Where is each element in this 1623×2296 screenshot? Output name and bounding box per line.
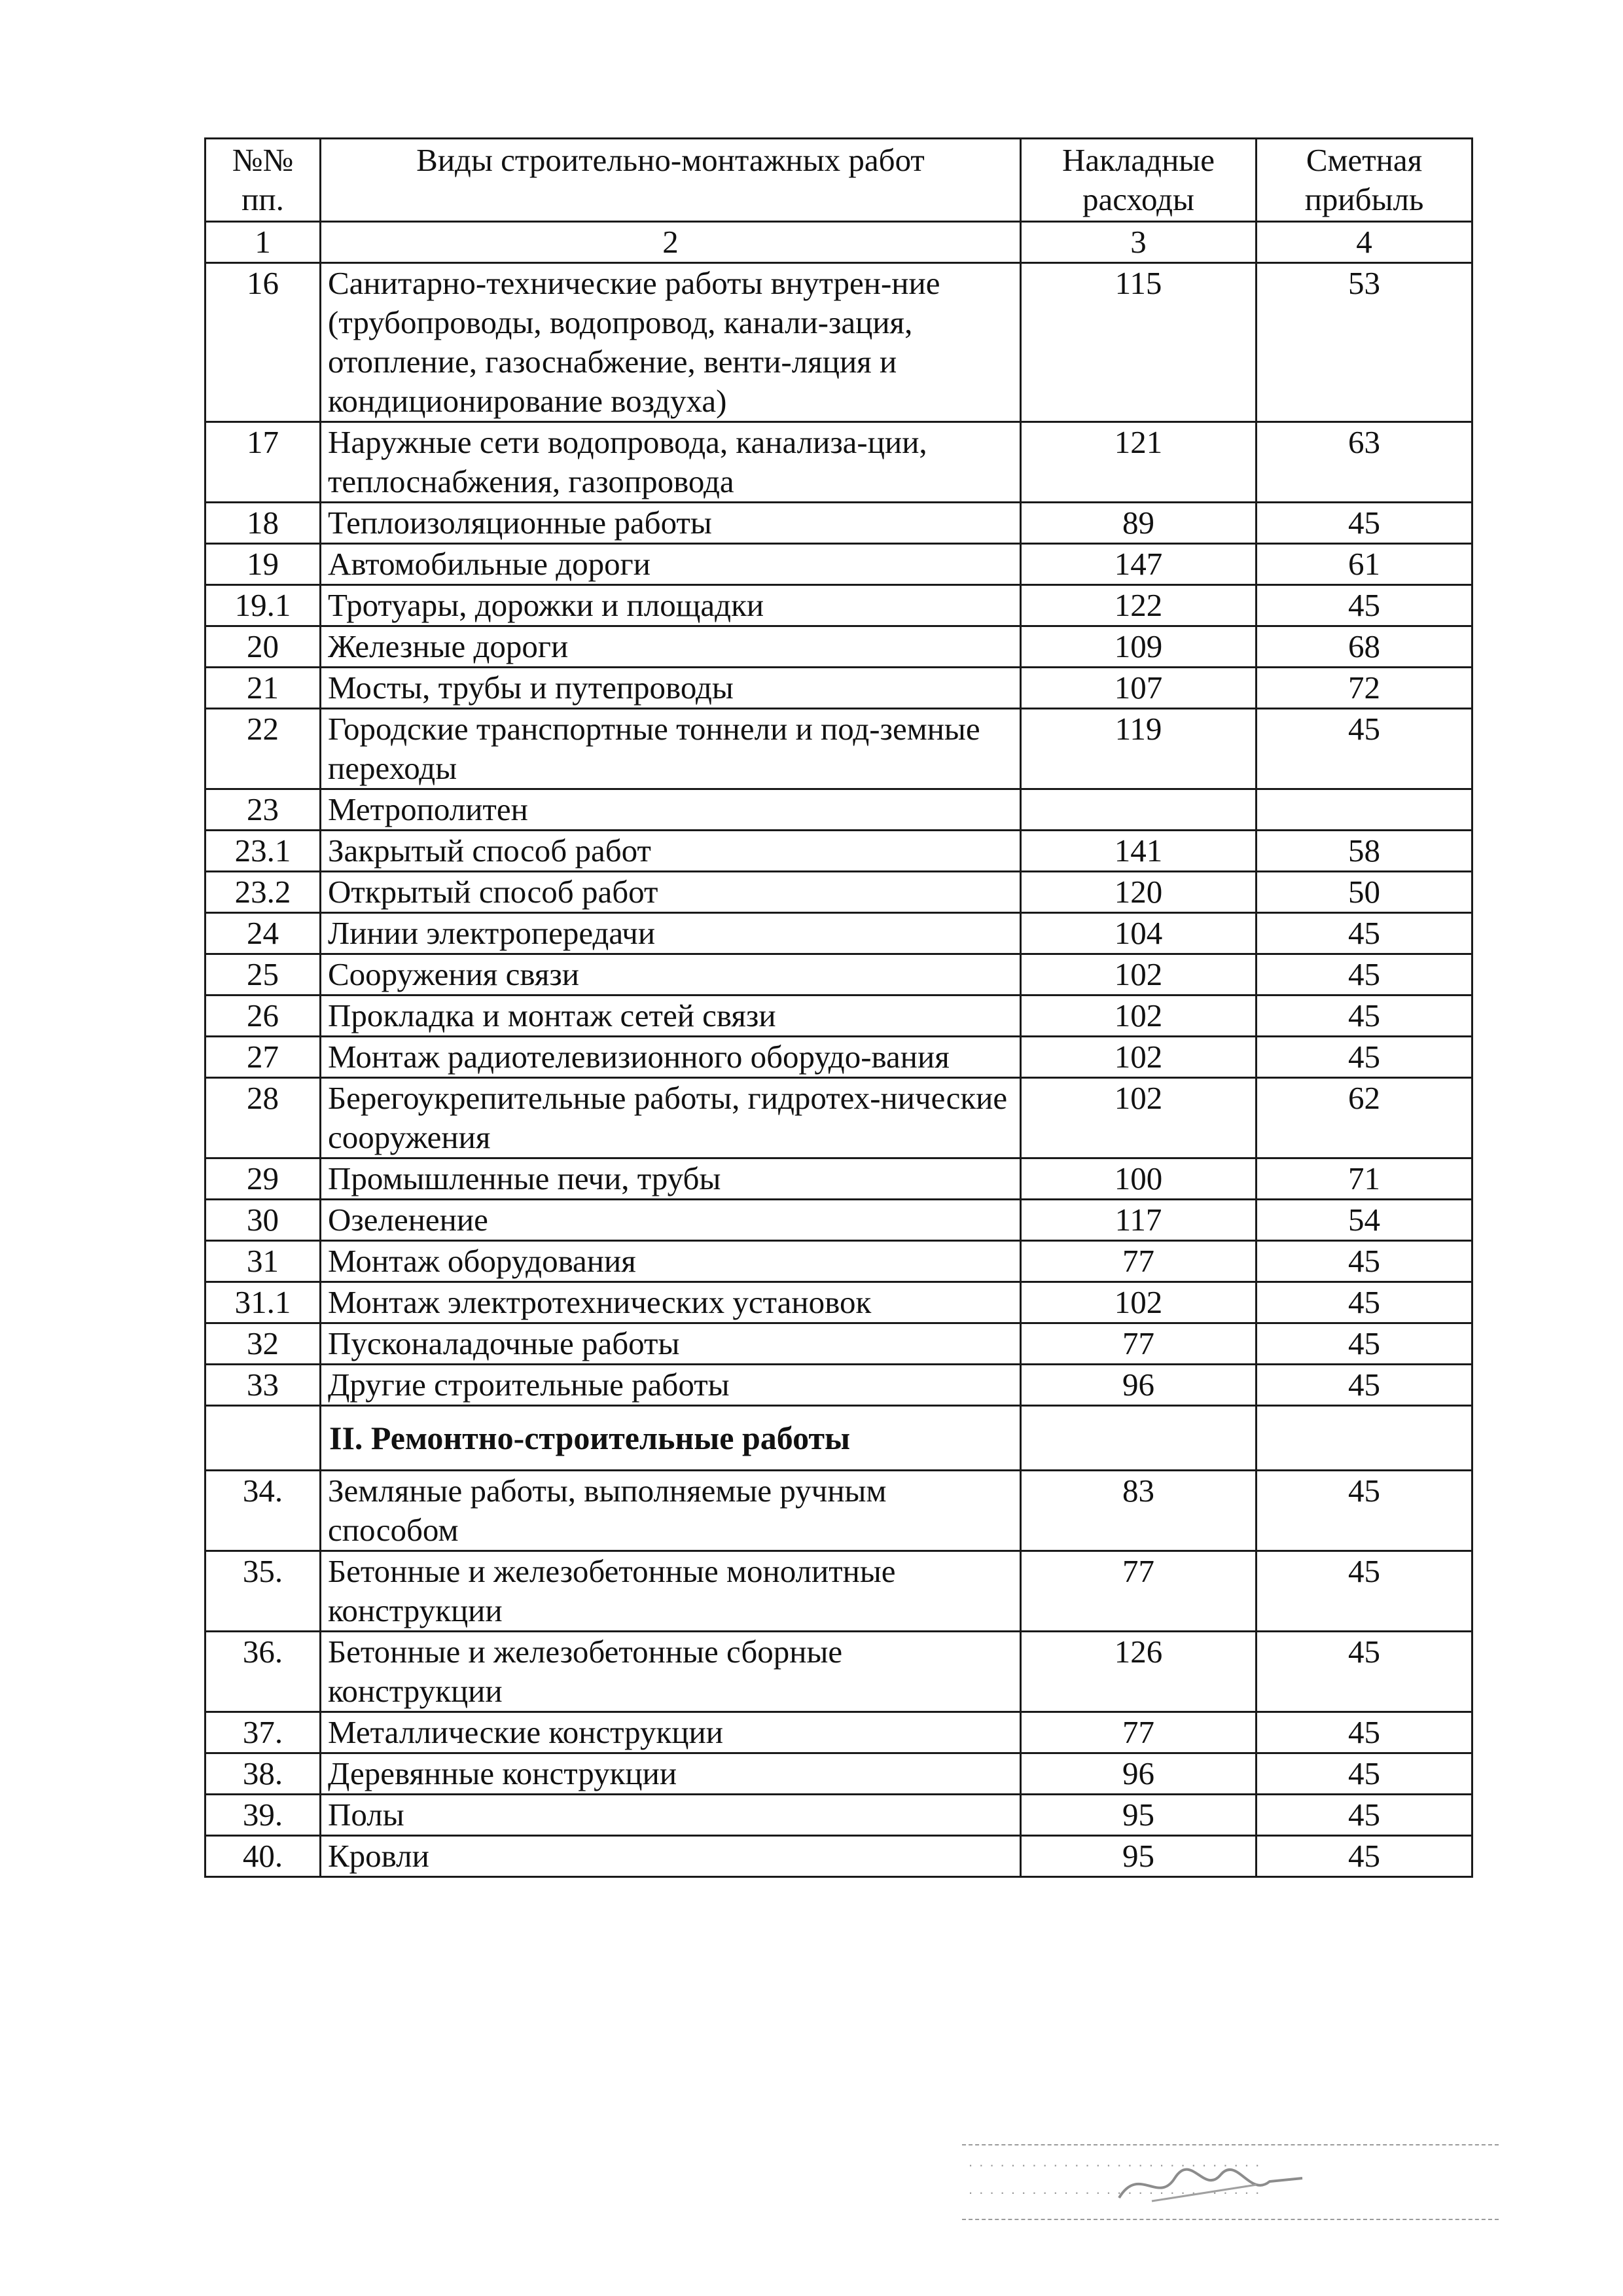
row-number: 32 <box>205 1323 321 1365</box>
row-overhead: 96 <box>1021 1365 1257 1406</box>
row-profit: 45 <box>1257 1282 1472 1323</box>
column-number: 1 <box>205 222 321 263</box>
row-overhead: 102 <box>1021 1282 1257 1323</box>
row-work-type: Монтаж оборудования <box>321 1241 1021 1282</box>
row-work-type: Санитарно-технические работы внутрен-ние (трубопроводы, водопровод, канали-зация, отопление, газоснабжение, венти-ляция и кондиционирование воздуха) <box>321 263 1021 422</box>
table-row <box>205 831 1472 872</box>
row-overhead: 102 <box>1021 954 1257 996</box>
table-row <box>205 585 1472 626</box>
row-overhead: 120 <box>1021 872 1257 913</box>
row-work-type: Сооружения связи <box>321 954 1021 996</box>
row-work-type: Бетонные и железобетонные сборные конструкции <box>321 1632 1021 1712</box>
row-overhead: 119 <box>1021 709 1257 789</box>
row-overhead: 109 <box>1021 626 1257 668</box>
row-number: 24 <box>205 913 321 954</box>
row-work-type: Берегоукрепительные работы, гидротех-нические сооружения <box>321 1078 1021 1158</box>
table-row <box>205 1471 1472 1551</box>
row-work-type: Монтаж радиотелевизионного оборудо-вания <box>321 1037 1021 1078</box>
table-row <box>205 1158 1472 1200</box>
row-number: 26 <box>205 996 321 1037</box>
row-number: 19 <box>205 544 321 585</box>
rows-body <box>205 263 1472 1406</box>
row-work-type: Пусконаладочные работы <box>321 1323 1021 1365</box>
row-number: 23 <box>205 789 321 831</box>
row-profit: 50 <box>1257 872 1472 913</box>
row-work-type: Автомобильные дороги <box>321 544 1021 585</box>
row-work-type: Городские транспортные тоннели и под-земные переходы <box>321 709 1021 789</box>
row-profit: 53 <box>1257 263 1472 422</box>
table-row <box>205 709 1472 789</box>
row-number: 40. <box>205 1836 321 1877</box>
row-number: 31 <box>205 1241 321 1282</box>
section-title-row <box>205 1406 1472 1471</box>
signature-icon <box>1113 2159 1309 2211</box>
column-number: 4 <box>1257 222 1472 263</box>
row-work-type: Деревянные конструкции <box>321 1753 1021 1795</box>
header-profit: Сметная прибыль <box>1257 139 1472 222</box>
row-profit: 45 <box>1257 996 1472 1037</box>
row-number: 39. <box>205 1795 321 1836</box>
table-row <box>205 789 1472 831</box>
row-number: 22 <box>205 709 321 789</box>
row-profit: 45 <box>1257 913 1472 954</box>
row-overhead: 102 <box>1021 1078 1257 1158</box>
row-work-type: Тротуары, дорожки и площадки <box>321 585 1021 626</box>
row-profit: 45 <box>1257 1712 1472 1753</box>
row-profit: 45 <box>1257 1551 1472 1632</box>
row-number: 30 <box>205 1200 321 1241</box>
row-profit: 45 <box>1257 1365 1472 1406</box>
row-number: 23.1 <box>205 831 321 872</box>
table-row <box>205 544 1472 585</box>
row-number: 36. <box>205 1632 321 1712</box>
table-row <box>205 263 1472 422</box>
row-overhead: 141 <box>1021 831 1257 872</box>
row-number: 33 <box>205 1365 321 1406</box>
table-row <box>205 1795 1472 1836</box>
row-work-type: Другие строительные работы <box>321 1365 1021 1406</box>
table-row <box>205 1551 1472 1632</box>
row-profit: 45 <box>1257 1241 1472 1282</box>
row-overhead: 77 <box>1021 1551 1257 1632</box>
row-profit: 45 <box>1257 1753 1472 1795</box>
row-number: 17 <box>205 422 321 503</box>
table-row <box>205 1712 1472 1753</box>
row-work-type: Монтаж электротехнических установок <box>321 1282 1021 1323</box>
row-number: 20 <box>205 626 321 668</box>
row-profit: 45 <box>1257 1037 1472 1078</box>
table-row <box>205 996 1472 1037</box>
section-heading <box>205 1406 1472 1471</box>
table-row <box>205 913 1472 954</box>
row-overhead: 147 <box>1021 544 1257 585</box>
row-profit: 45 <box>1257 709 1472 789</box>
row-number: 35. <box>205 1551 321 1632</box>
row-number: 31.1 <box>205 1282 321 1323</box>
table-row <box>205 668 1472 709</box>
row-number: 16 <box>205 263 321 422</box>
header-num: №№ пп. <box>205 139 321 222</box>
row-profit: 45 <box>1257 954 1472 996</box>
row-number: 37. <box>205 1712 321 1753</box>
row-work-type: Бетонные и железобетонные монолитные конструкции <box>321 1551 1021 1632</box>
row-overhead: 95 <box>1021 1795 1257 1836</box>
section-rows-body <box>205 1471 1472 1877</box>
row-overhead: 104 <box>1021 913 1257 954</box>
row-work-type: Промышленные печи, трубы <box>321 1158 1021 1200</box>
table-row <box>205 1836 1472 1877</box>
row-overhead: 77 <box>1021 1712 1257 1753</box>
row-profit: 72 <box>1257 668 1472 709</box>
row-number: 21 <box>205 668 321 709</box>
table-row <box>205 626 1472 668</box>
row-work-type: Мосты, трубы и путепроводы <box>321 668 1021 709</box>
row-work-type: Теплоизоляционные работы <box>321 503 1021 544</box>
table-row <box>205 1037 1472 1078</box>
row-overhead: 77 <box>1021 1323 1257 1365</box>
row-profit: 45 <box>1257 503 1472 544</box>
row-number: 27 <box>205 1037 321 1078</box>
row-overhead: 122 <box>1021 585 1257 626</box>
row-work-type: Кровли <box>321 1836 1021 1877</box>
row-profit <box>1257 789 1472 831</box>
table-row <box>205 422 1472 503</box>
column-number-row <box>205 222 1472 263</box>
row-number: 18 <box>205 503 321 544</box>
table-row <box>205 1753 1472 1795</box>
row-overhead: 89 <box>1021 503 1257 544</box>
row-profit: 71 <box>1257 1158 1472 1200</box>
row-number: 34. <box>205 1471 321 1551</box>
row-profit: 61 <box>1257 544 1472 585</box>
row-work-type: Прокладка и монтаж сетей связи <box>321 996 1021 1037</box>
table-row <box>205 1323 1472 1365</box>
row-work-type: Полы <box>321 1795 1021 1836</box>
row-profit: 45 <box>1257 1323 1472 1365</box>
row-work-type: Метрополитен <box>321 789 1021 831</box>
header-work-type: Виды строительно-монтажных работ <box>321 139 1021 222</box>
header-row <box>205 139 1472 222</box>
row-profit: 45 <box>1257 585 1472 626</box>
row-work-type: Линии электропередачи <box>321 913 1021 954</box>
row-number: 23.2 <box>205 872 321 913</box>
row-overhead: 95 <box>1021 1836 1257 1877</box>
row-overhead: 107 <box>1021 668 1257 709</box>
row-profit: 68 <box>1257 626 1472 668</box>
row-profit: 54 <box>1257 1200 1472 1241</box>
row-profit: 45 <box>1257 1836 1472 1877</box>
row-overhead: 77 <box>1021 1241 1257 1282</box>
row-work-type: Закрытый способ работ <box>321 831 1021 872</box>
row-overhead: 115 <box>1021 263 1257 422</box>
row-number: 25 <box>205 954 321 996</box>
row-profit: 45 <box>1257 1632 1472 1712</box>
table-row <box>205 1632 1472 1712</box>
row-overhead: 102 <box>1021 996 1257 1037</box>
row-overhead <box>1021 789 1257 831</box>
row-profit: 63 <box>1257 422 1472 503</box>
column-number: 3 <box>1021 222 1257 263</box>
row-profit: 45 <box>1257 1795 1472 1836</box>
row-work-type: Наружные сети водопровода, канализа-ции, теплоснабжения, газопровода <box>321 422 1021 503</box>
rates-table <box>204 137 1473 1878</box>
row-profit: 45 <box>1257 1471 1472 1551</box>
row-number: 19.1 <box>205 585 321 626</box>
section-title: II. Ремонтно-строительные работы <box>321 1406 1021 1471</box>
row-overhead: 100 <box>1021 1158 1257 1200</box>
table-row <box>205 1282 1472 1323</box>
row-number: 38. <box>205 1753 321 1795</box>
table-row <box>205 1241 1472 1282</box>
table-row <box>205 503 1472 544</box>
table-row <box>205 954 1472 996</box>
row-work-type: Железные дороги <box>321 626 1021 668</box>
approval-stamp: . . . . . . . . . . . . . . . . . . . . . . . . . . . . . . . . . . . . . . . . . . . . . . . . . . . . . . . . <box>962 2140 1499 2238</box>
row-number: 29 <box>205 1158 321 1200</box>
row-overhead: 102 <box>1021 1037 1257 1078</box>
row-work-type: Озеленение <box>321 1200 1021 1241</box>
row-profit: 58 <box>1257 831 1472 872</box>
row-work-type: Металлические конструкции <box>321 1712 1021 1753</box>
table-row <box>205 1365 1472 1406</box>
row-number: 28 <box>205 1078 321 1158</box>
table-row <box>205 1078 1472 1158</box>
table-row <box>205 1200 1472 1241</box>
row-profit: 62 <box>1257 1078 1472 1158</box>
row-overhead: 83 <box>1021 1471 1257 1551</box>
column-number: 2 <box>321 222 1021 263</box>
row-work-type: Земляные работы, выполняемые ручным способом <box>321 1471 1021 1551</box>
row-work-type: Открытый способ работ <box>321 872 1021 913</box>
row-overhead: 121 <box>1021 422 1257 503</box>
table-row <box>205 872 1472 913</box>
row-overhead: 126 <box>1021 1632 1257 1712</box>
header-overhead: Накладные расходы <box>1021 139 1257 222</box>
row-overhead: 96 <box>1021 1753 1257 1795</box>
row-overhead: 117 <box>1021 1200 1257 1241</box>
